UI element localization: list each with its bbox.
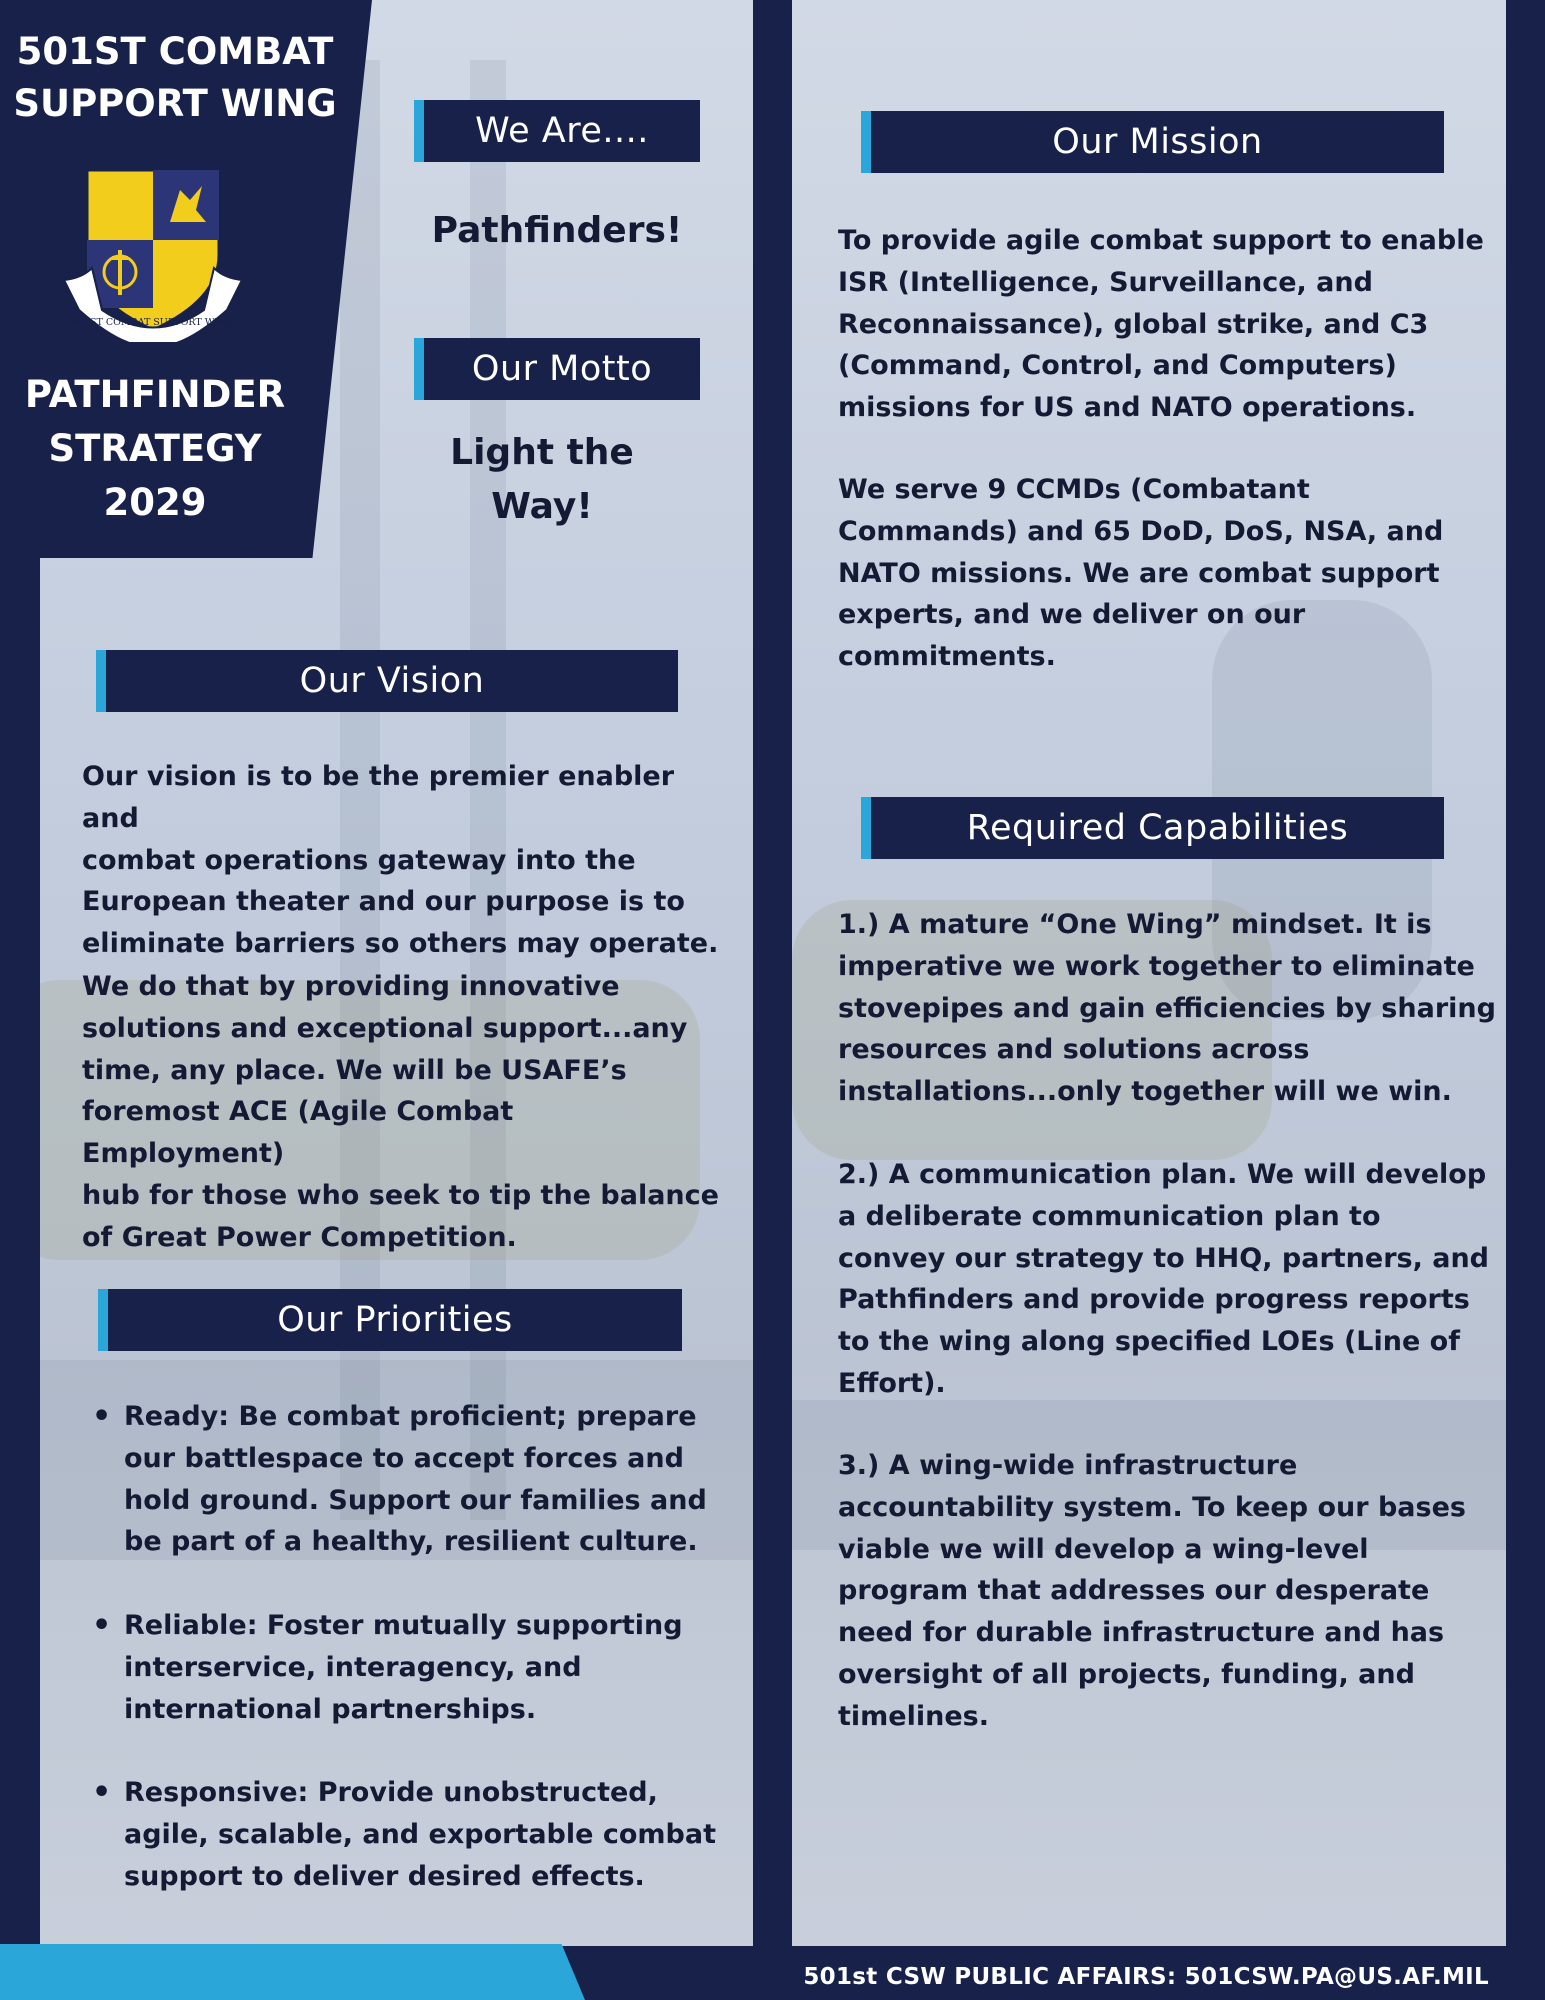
wing-title-line: SUPPORT WING <box>13 82 337 125</box>
text-line: oversight of all projects, funding, and <box>838 1658 1415 1690</box>
text-line: solutions and exceptional support...any <box>82 1012 688 1044</box>
text-line: hub for those who seek to tip the balance <box>82 1179 719 1211</box>
capability-item-1 <box>838 904 1498 1113</box>
mission-paragraph-1 <box>838 220 1488 429</box>
text-line: commitments. <box>838 641 1056 673</box>
text-line: To provide agile combat support to enable <box>838 225 1484 256</box>
text-line: installations...only together will we win. <box>838 1076 1452 1108</box>
text-line: support to deliver desired effects. <box>124 1860 645 1892</box>
text-line: our battlespace to accept forces and <box>124 1442 684 1474</box>
text-line: 3.) A wing-wide infrastructure <box>838 1450 1298 1481</box>
text-line: experts, and we deliver on our <box>838 599 1306 631</box>
text-line: time, any place. We will be USAFE’s <box>82 1054 627 1086</box>
we-are-value: Pathfinders! <box>431 210 683 251</box>
motto-header: Our Motto <box>414 338 700 400</box>
text-line: program that addresses our desperate <box>838 1575 1430 1607</box>
text-line: combat operations gateway into the <box>82 844 636 876</box>
text-line: • Ready: Be combat proficient; prepare <box>124 1401 697 1432</box>
text-line: We do that by providing innovative <box>82 971 620 1002</box>
vision-paragraph-1 <box>82 756 722 965</box>
text-line: 2.) A communication plan. We will develop <box>838 1159 1487 1190</box>
text-line: Reconnaissance), global strike, and C3 <box>838 308 1429 340</box>
text-line: imperative we work together to eliminate <box>838 950 1475 982</box>
priority-item-ready <box>124 1396 764 1563</box>
text-line: 1.) A mature “One Wing” mindset. It is <box>838 909 1432 940</box>
crest-scroll-text: 501ST COMBAT SUPPORT WING <box>71 317 235 328</box>
text-line: convey our strategy to HHQ, partners, and <box>838 1242 1490 1274</box>
motto-text <box>414 426 670 534</box>
text-line: need for durable infrastructure and has <box>838 1617 1445 1649</box>
text-line: viable we will develop a wing-level <box>838 1533 1369 1565</box>
capabilities-header: Required Capabilities <box>861 797 1444 859</box>
text-line: be part of a healthy, resilient culture. <box>124 1526 698 1558</box>
text-line: timelines. <box>838 1700 989 1732</box>
priorities-header: Our Priorities <box>98 1289 682 1351</box>
mission-paragraph-2 <box>838 469 1488 678</box>
strategy-line: PATHFINDER <box>24 373 286 416</box>
capability-item-3 <box>838 1445 1498 1738</box>
text-line: • Responsive: Provide unobstructed, <box>124 1777 658 1809</box>
text-line: eliminate barriers so others may operate. <box>82 928 719 960</box>
text-line: NATO missions. We are combat support <box>838 557 1440 589</box>
motto-line: Light the <box>450 432 634 473</box>
motto-line: Way! <box>491 486 593 527</box>
text-line: interservice, interagency, and <box>124 1651 582 1683</box>
text-line: agile, scalable, and exportable combat <box>124 1818 716 1850</box>
vision-paragraph-2 <box>82 966 722 1259</box>
text-line: a deliberate communication plan to <box>838 1200 1381 1232</box>
text-line: international partnerships. <box>124 1693 537 1725</box>
strategy-line: 2029 <box>103 481 207 524</box>
text-line: hold ground. Support our families and <box>124 1484 707 1516</box>
text-line: accountability system. To keep our bases <box>838 1491 1466 1523</box>
strategy-title <box>14 368 296 530</box>
wing-title-line: 501ST COMBAT <box>16 30 334 73</box>
vision-header: Our Vision <box>96 650 678 712</box>
priority-item-reliable <box>124 1605 764 1730</box>
text-line: stovepipes and gain efficiencies by sharing <box>838 992 1496 1024</box>
priorities-list <box>82 1396 764 1939</box>
text-line: (Command, Control, and Computers) <box>838 350 1397 382</box>
we-are-header: We Are.... <box>414 100 700 162</box>
mission-header: Our Mission <box>861 111 1444 173</box>
text-line: Pathfinders and provide progress reports <box>838 1284 1470 1316</box>
text-line: • Reliable: Foster mutually supporting <box>124 1609 683 1641</box>
text-line: resources and solutions across <box>838 1034 1310 1066</box>
priority-item-responsive <box>124 1772 764 1897</box>
text-line: Our vision is to be the premier enabler and <box>82 761 675 834</box>
text-line: ISR (Intelligence, Surveillance, and <box>838 266 1373 298</box>
text-line: Effort). <box>838 1367 946 1399</box>
wing-title <box>0 26 350 130</box>
text-line: to the wing along specified LOEs (Line of <box>838 1326 1460 1358</box>
strategy-line: STRATEGY <box>48 427 262 470</box>
text-line: European theater and our purpose is to <box>82 886 685 918</box>
capability-item-2 <box>838 1154 1498 1405</box>
footer-accent-bar <box>0 1944 585 2000</box>
text-line: of Great Power Competition. <box>82 1221 517 1253</box>
text-line: We serve 9 CCMDs (Combatant <box>838 474 1310 505</box>
text-line: missions for US and NATO operations. <box>838 392 1417 424</box>
wing-crest-emblem <box>62 160 244 342</box>
text-line: Commands) and 65 DoD, DoS, NSA, and <box>838 515 1444 547</box>
public-affairs-contact[interactable]: 501st CSW PUBLIC AFFAIRS: 501CSW.PA@US.AF.MIL <box>803 1964 1489 1990</box>
text-line: foremost ACE (Agile Combat Employment) <box>82 1096 514 1170</box>
